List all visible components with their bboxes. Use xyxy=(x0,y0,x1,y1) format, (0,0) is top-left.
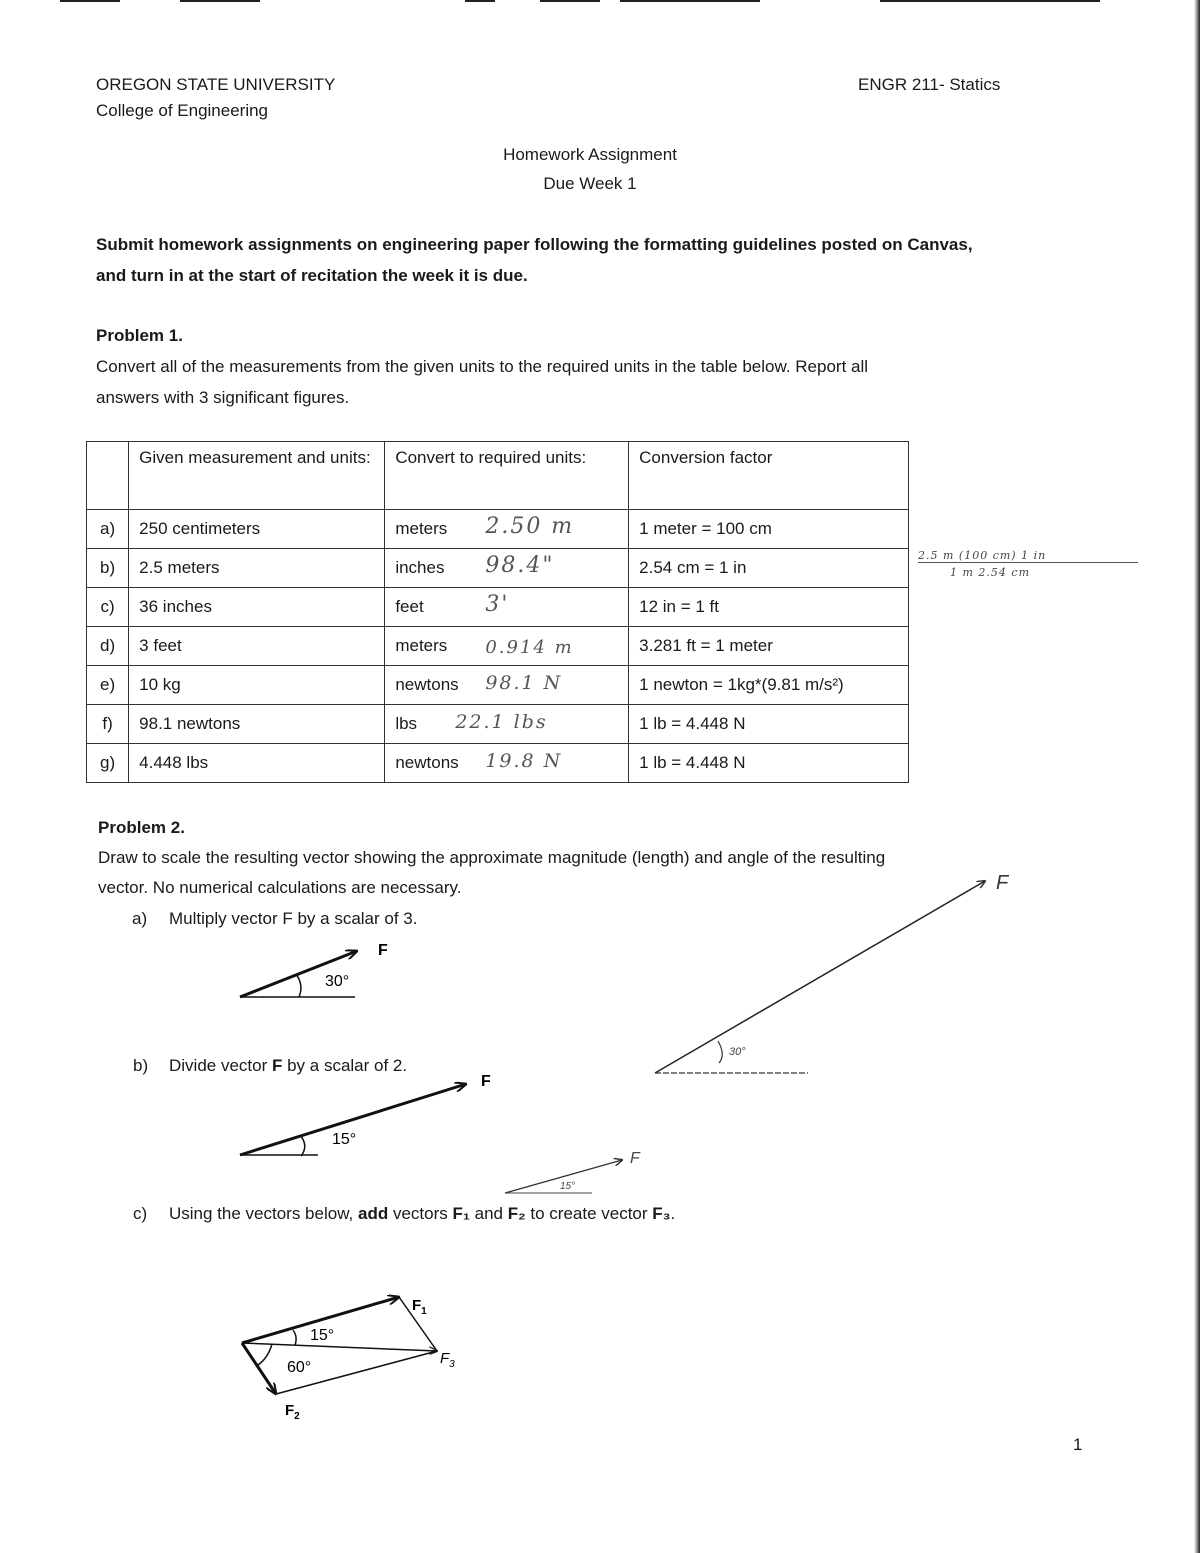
required-unit: inches xyxy=(395,558,445,577)
part-a-answer-vector xyxy=(655,872,1010,1073)
required-unit: lbs xyxy=(395,714,418,733)
given-measurement: 10 kg xyxy=(129,666,385,705)
row-label: d) xyxy=(87,627,129,666)
problem-2-text-line-2: vector. No numerical calculations are necessary. xyxy=(98,878,462,897)
required-unit: meters xyxy=(395,519,448,538)
conversion-factor: 2.54 cm = 1 in xyxy=(629,549,909,588)
part-c-f2: F₂ xyxy=(507,1204,526,1223)
handwritten-answer: 2.50 m xyxy=(485,514,575,539)
conversion-factor: 1 lb = 4.448 N xyxy=(629,744,909,783)
part-c-text-mid: vectors xyxy=(388,1204,453,1223)
handwritten-answer: 19.8 N xyxy=(485,750,563,772)
part-a-answer-angle-label: 30° xyxy=(729,1046,746,1058)
table-header-cell: Convert to required units: xyxy=(385,442,629,510)
problem-2-text-line-1: Draw to scale the resulting vector showing the approximate magnitude (length) and angle of the resulting xyxy=(98,848,886,867)
college-name: College of Engineering xyxy=(96,101,269,120)
instructions-line-2: and turn in at the start of recitation the week it is due. xyxy=(96,266,528,285)
required-unit: newtons xyxy=(395,753,459,772)
handwritten-answer: 3' xyxy=(485,592,510,617)
problem-1-text-line-1: Convert all of the measurements from the given units to the required units in the table below. Report all xyxy=(96,357,869,376)
part-a-vector-label: F xyxy=(378,942,388,959)
given-measurement: 4.448 lbs xyxy=(129,744,385,783)
part-c-f1: F₁ xyxy=(452,1204,470,1223)
instructions-line-1: Submit homework assignments on engineering paper following the formatting guidelines posted on Canvas, xyxy=(96,235,973,254)
handwritten-answer: 98.4" xyxy=(485,553,555,578)
part-b-angle-label: 15° xyxy=(332,1131,357,1148)
given-measurement: 3 feet xyxy=(129,627,385,666)
part-c-angle-1: 15° xyxy=(310,1327,335,1344)
row-label: e) xyxy=(87,666,129,705)
part-b-answer-vector xyxy=(505,1150,641,1193)
part-c-text-bold: add xyxy=(357,1204,389,1223)
conversion-factor: 1 meter = 100 cm xyxy=(629,510,909,549)
part-a-given-vector xyxy=(240,942,388,997)
handwritten-answer: 0.914 m xyxy=(485,637,574,658)
handwritten-answer: 98.1 N xyxy=(485,672,563,694)
row-label: c) xyxy=(87,588,129,627)
part-c-f1-label: $F_1$ xyxy=(412,1297,427,1317)
part-c-text-and: and xyxy=(469,1204,508,1223)
part-b-answer-vector-label: F xyxy=(630,1150,640,1167)
university-name: OREGON STATE UNIVERSITY xyxy=(96,75,336,94)
table-header-cell: Given measurement and units: xyxy=(129,442,385,510)
handwritten-answer: 22.1 lbs xyxy=(455,711,548,733)
part-c-f3-label: $F_3$ xyxy=(440,1350,455,1370)
part-b-label: b) xyxy=(133,1056,149,1075)
problem-1-heading: Problem 1. xyxy=(96,326,183,345)
part-c-text-end: . xyxy=(670,1204,676,1223)
given-measurement: 36 inches xyxy=(129,588,385,627)
required-unit: meters xyxy=(395,636,448,655)
part-b-given-vector xyxy=(240,1073,491,1156)
assignment-title: Homework Assignment xyxy=(503,145,677,164)
part-c-label: c) xyxy=(133,1204,148,1223)
part-a-text: Multiply vector F by a scalar of 3. xyxy=(169,909,418,928)
side-note-numerator: 2.5 m (100 cm) 1 in xyxy=(918,549,1138,563)
part-b-text-post: by a scalar of 2. xyxy=(282,1056,408,1075)
part-c-vector-diagram xyxy=(242,1297,455,1422)
part-b-text-bold: F xyxy=(271,1056,283,1075)
part-b-answer-angle-label: 15° xyxy=(560,1181,576,1192)
part-c-f2-label: $F_2$ xyxy=(285,1402,300,1422)
given-measurement: 250 centimeters xyxy=(129,510,385,549)
part-c-angle-2: 60° xyxy=(287,1359,312,1376)
course-name: ENGR 211- Statics xyxy=(858,75,1001,94)
page-number: 1 xyxy=(1073,1435,1083,1454)
side-note-denominator: 1 m 2.54 cm xyxy=(950,566,1031,579)
conversion-factor: 1 lb = 4.448 N xyxy=(629,705,909,744)
part-c-text-post: to create vector xyxy=(525,1204,653,1223)
part-c-f3: F₃ xyxy=(652,1204,671,1223)
conversion-factor: 12 in = 1 ft xyxy=(629,588,909,627)
given-measurement: 98.1 newtons xyxy=(129,705,385,744)
part-a-answer-vector-label: F xyxy=(996,872,1009,894)
due-date: Due Week 1 xyxy=(543,174,637,193)
conversion-factor: 1 newton = 1kg*(9.81 m/s²) xyxy=(629,666,909,705)
conversion-factor: 3.281 ft = 1 meter xyxy=(629,627,909,666)
table-header-cell: Conversion factor xyxy=(629,442,909,510)
row-label: f) xyxy=(87,705,129,744)
part-c-text-pre: Using the vectors below, xyxy=(169,1204,358,1223)
row-label: b) xyxy=(87,549,129,588)
required-unit: newtons xyxy=(395,675,459,694)
problem-1-text-line-2: answers with 3 significant figures. xyxy=(96,388,350,407)
row-label: a) xyxy=(87,510,129,549)
part-a-angle-label: 30° xyxy=(325,973,350,990)
part-b-vector-label: F xyxy=(481,1073,491,1090)
part-b-text-pre: Divide vector xyxy=(169,1056,272,1075)
row-label: g) xyxy=(87,744,129,783)
given-measurement: 2.5 meters xyxy=(129,549,385,588)
required-unit: feet xyxy=(395,597,424,616)
part-a-label: a) xyxy=(132,909,148,928)
problem-2-heading: Problem 2. xyxy=(98,818,185,837)
